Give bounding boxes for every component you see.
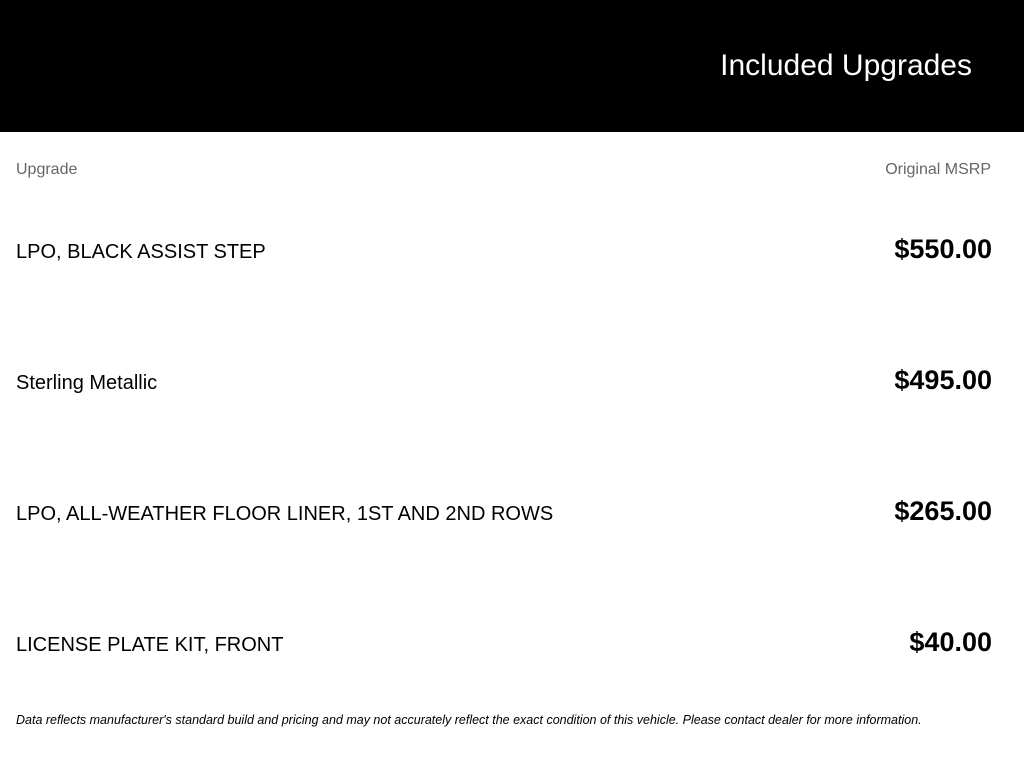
- header-banner: [0, 0, 1024, 132]
- disclaimer-text: Data reflects manufacturer's standard build and pricing and may not accurately reflect the exact condition of this vehicle. Please contact dealer for more information.: [16, 713, 922, 727]
- upgrade-row: [16, 623, 992, 663]
- upgrade-price: $40.00: [909, 627, 992, 657]
- upgrade-price: $265.00: [894, 496, 992, 526]
- upgrade-name: Sterling Metallic: [16, 372, 158, 394]
- page-title: Included Upgrades: [720, 49, 972, 82]
- upgrade-name: LPO, BLACK ASSIST STEP: [16, 241, 266, 263]
- column-header-msrp: Original MSRP: [885, 161, 991, 178]
- upgrade-row: [16, 230, 992, 270]
- column-header-upgrade: Upgrade: [16, 161, 78, 178]
- upgrade-price: $550.00: [894, 234, 992, 264]
- upgrade-name: LICENSE PLATE KIT, FRONT: [16, 634, 284, 656]
- upgrade-row: [16, 492, 992, 532]
- upgrade-name: LPO, ALL-WEATHER FLOOR LINER, 1ST AND 2ND ROWS: [16, 503, 554, 525]
- upgrade-row: [16, 361, 992, 401]
- upgrade-price: $495.00: [894, 365, 992, 395]
